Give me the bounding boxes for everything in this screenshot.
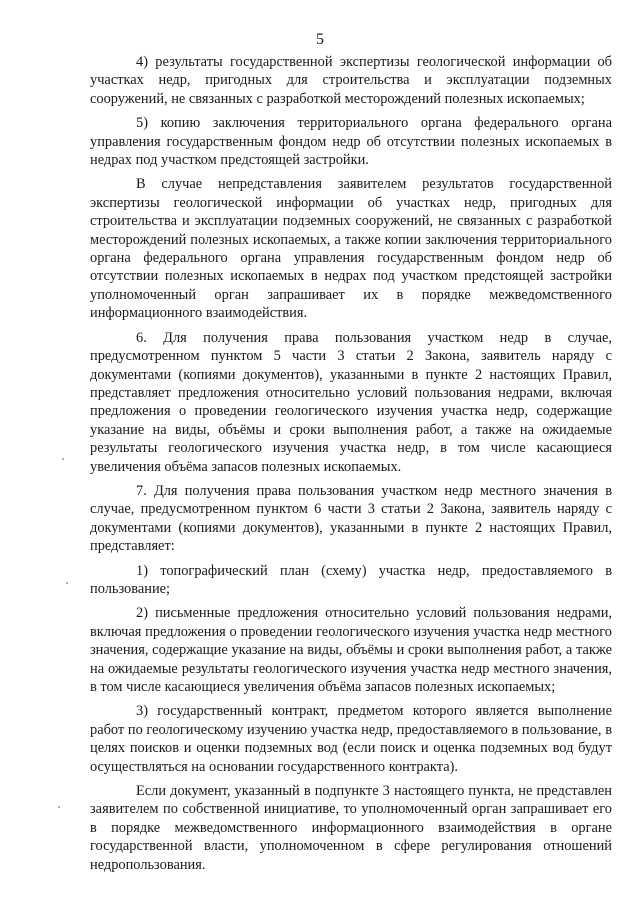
paragraph-if-not-submitted: Если документ, указанный в подпункте 3 настоящего пункта, не представлен заявителем по собственной инициативе, то уполномоченный орган запрашивает его в порядке межведомственного информационного взаимодействия в органе государственной власти, уполномоченном в сфере регулирования отношений недропользования. bbox=[90, 783, 612, 873]
page-number: 5 bbox=[316, 31, 324, 48]
paragraph-subitem-3: 3) государственный контракт, предметом которого является выполнение работ по геологическому изучению участка недр, предоставляемого в пользование, в целях поисков и оценки подземных вод (если поиск и оценка подземных вод будут осуществляться на основании государственного контракта). bbox=[90, 703, 612, 775]
document-body bbox=[90, 53, 612, 874]
scan-speck bbox=[62, 458, 64, 460]
paragraph-item-4: 4) результаты государственной экспертизы геологической информации об участках недр, пригодных для строительства и эксплуатации подземных сооружений, не связанных с разработкой месторождений полезных ископаемых; bbox=[90, 54, 612, 107]
paragraph-non-submission: В случае непредставления заявителем результатов государственной экспертизы геологической информации об участках недр, пригодных для строительства и эксплуатации подземных сооружений, не связанных с разработкой месторождений полезных ископаемых, а также копии заключения территориального органа федерального органа управления государственным фондом недр об отсутствии полезных ископаемых в недрах под участком предстоящей застройки уполномоченный орган запрашивает их в порядке межведомственного информационного взаимодействия. bbox=[90, 176, 612, 322]
paragraph-clause-7: 7. Для получения права пользования участком недр местного значения в случае, предусмотренном пунктом 6 части 3 статьи 2 Закона, заявитель наряду с документами (копиями документов), указанными в пункте 2 настоящих Правил, представляет: bbox=[90, 482, 612, 555]
paragraph-subitem-1: 1) топографический план (схему) участка недр, предоставляемого в пользование; bbox=[90, 562, 612, 597]
scan-speck bbox=[58, 806, 60, 808]
paragraph-clause-6: 6. Для получения права пользования участком недр в случае, предусмотренном пунктом 5 части 3 статьи 2 Закона, заявитель наряду с документами (копиями документов), указанными в пункте 2 настоящих Правил, представляет предложения относительно условий пользования недрами, включая предложения о проведении геологического изучения участка недр, содержащие указание на виды, объёмы и сроки выполнения работ, а также на ожидаемые результаты геологического изучения участка недр, в том числе касающиеся увеличения объёма запасов полезных ископаемых. bbox=[90, 329, 612, 475]
scan-speck bbox=[66, 582, 68, 584]
paragraph-item-5: 5) копию заключения территориального органа федерального органа управления государственным фондом недр об отсутствии полезных ископаемых в недрах под участком предстоящей застройки. bbox=[90, 115, 612, 169]
paragraph-subitem-2: 2) письменные предложения относительно условий пользования недрами, включая предложения о проведении геологического изучения участка недр местного значения, содержащие указание на виды, объёмы и сроки выполнения работ, а также на ожидаемые результаты геологического изучения участка недр местного значения, в том числе касающиеся увеличения объёма запасов полезных ископаемых; bbox=[90, 605, 612, 695]
